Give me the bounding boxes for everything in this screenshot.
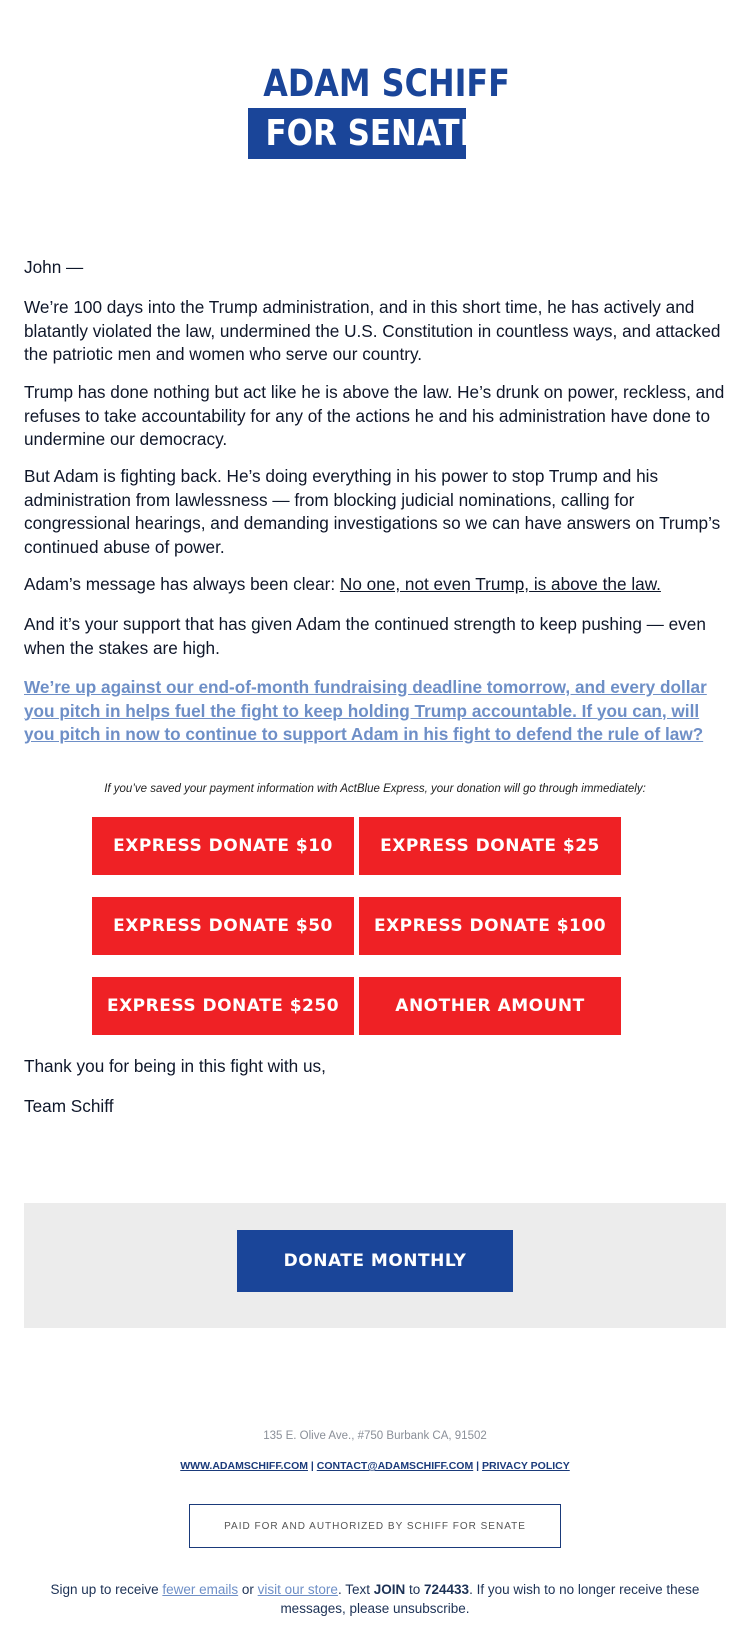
greeting: John —	[24, 257, 84, 277]
cta-paragraph	[24, 676, 726, 747]
footer-signup-text: Sign up to receive fewer emails or visit our store. Text JOIN to 724433. If you wish to no longer receive these messages, please unsubscribe.	[50, 1582, 700, 1616]
message-prefix: Adam’s message has always been clear:	[24, 574, 340, 594]
express-donate-100-button[interactable]: EXPRESS DONATE $100	[359, 897, 621, 955]
support-paragraph: And it’s your support that has given Adam the continued strength to keep pushing — even when the stakes are high.	[24, 614, 706, 658]
footer-address: 135 E. Olive Ave., #750 Burbank CA, 91502	[263, 1430, 487, 1442]
visit-store-link[interactable]: visit our store	[257, 1582, 338, 1597]
donate-monthly-button[interactable]: DONATE MONTHLY	[237, 1230, 513, 1292]
signature: Team Schiff	[24, 1096, 114, 1116]
paragraph-3: But Adam is fighting back. He’s doing everything in his power to stop Trump and his administration from lawlessness — from blocking judicial nominations, calling for congressional hearings, and demanding investigations so we can have answers on Trump’s continued abuse of power.	[24, 466, 721, 557]
express-donate-10-button[interactable]: EXPRESS DONATE $10	[92, 817, 354, 875]
message-emphasis: No one, not even Trump, is above the law.	[339, 574, 661, 594]
closing: Thank you for being in this fight with us,	[24, 1056, 326, 1076]
express-donate-50-button[interactable]: EXPRESS DONATE $50	[92, 897, 354, 955]
express-donate-25-button[interactable]: EXPRESS DONATE $25	[359, 817, 621, 875]
footer-links	[0, 1460, 750, 1472]
paragraph-1: We’re 100 days into the Trump administration, and in this short time, he has actively and blatantly violated the law, undermined the U.S. Constitution in countless ways, and attacked the patriotic men and women who serve our country.	[24, 297, 721, 364]
message-line	[24, 573, 726, 597]
link-separator: |	[310, 1460, 314, 1472]
express-note: If you’ve saved your payment information with ActBlue Express, your donation will go through immediately:	[104, 783, 646, 795]
logo-line2-box	[248, 108, 481, 159]
donate-cta-link[interactable]: We’re up against our end-of-month fundraising deadline tomorrow, and every dollar you pitch in helps fuel the fight to keep holding Trump accountable. If you can, will you pitch in now to continue to support Adam in his fight to defend the rule of law?	[24, 677, 707, 744]
fewer-emails-link[interactable]: fewer emails	[162, 1582, 239, 1597]
paragraph-2: Trump has done nothing but act like he is above the law. He’s drunk on power, reckless, and refuses to take accountability for any of the actions he and his administration have done to undermine our democracy.	[24, 382, 725, 449]
another-amount-button[interactable]: ANOTHER AMOUNT	[359, 977, 621, 1035]
express-donate-250-button[interactable]: EXPRESS DONATE $250	[92, 977, 354, 1035]
logo-line1: ADAM SCHIFF	[263, 62, 510, 105]
website-link[interactable]: WWW.ADAMSCHIFF.COM	[180, 1460, 308, 1472]
logo	[248, 62, 510, 159]
paid-for-disclaimer: PAID FOR AND AUTHORIZED BY SCHIFF FOR SENATE	[189, 1504, 561, 1548]
sms-keyword: JOIN	[373, 1582, 406, 1597]
sms-shortcode: 724433	[424, 1582, 470, 1597]
privacy-policy-link[interactable]: PRIVACY POLICY	[482, 1460, 570, 1472]
logo-line2: FOR SENATE	[265, 113, 481, 154]
link-separator: |	[476, 1460, 480, 1472]
contact-link[interactable]: CONTACT@ADAMSCHIFF.COM	[316, 1460, 474, 1472]
